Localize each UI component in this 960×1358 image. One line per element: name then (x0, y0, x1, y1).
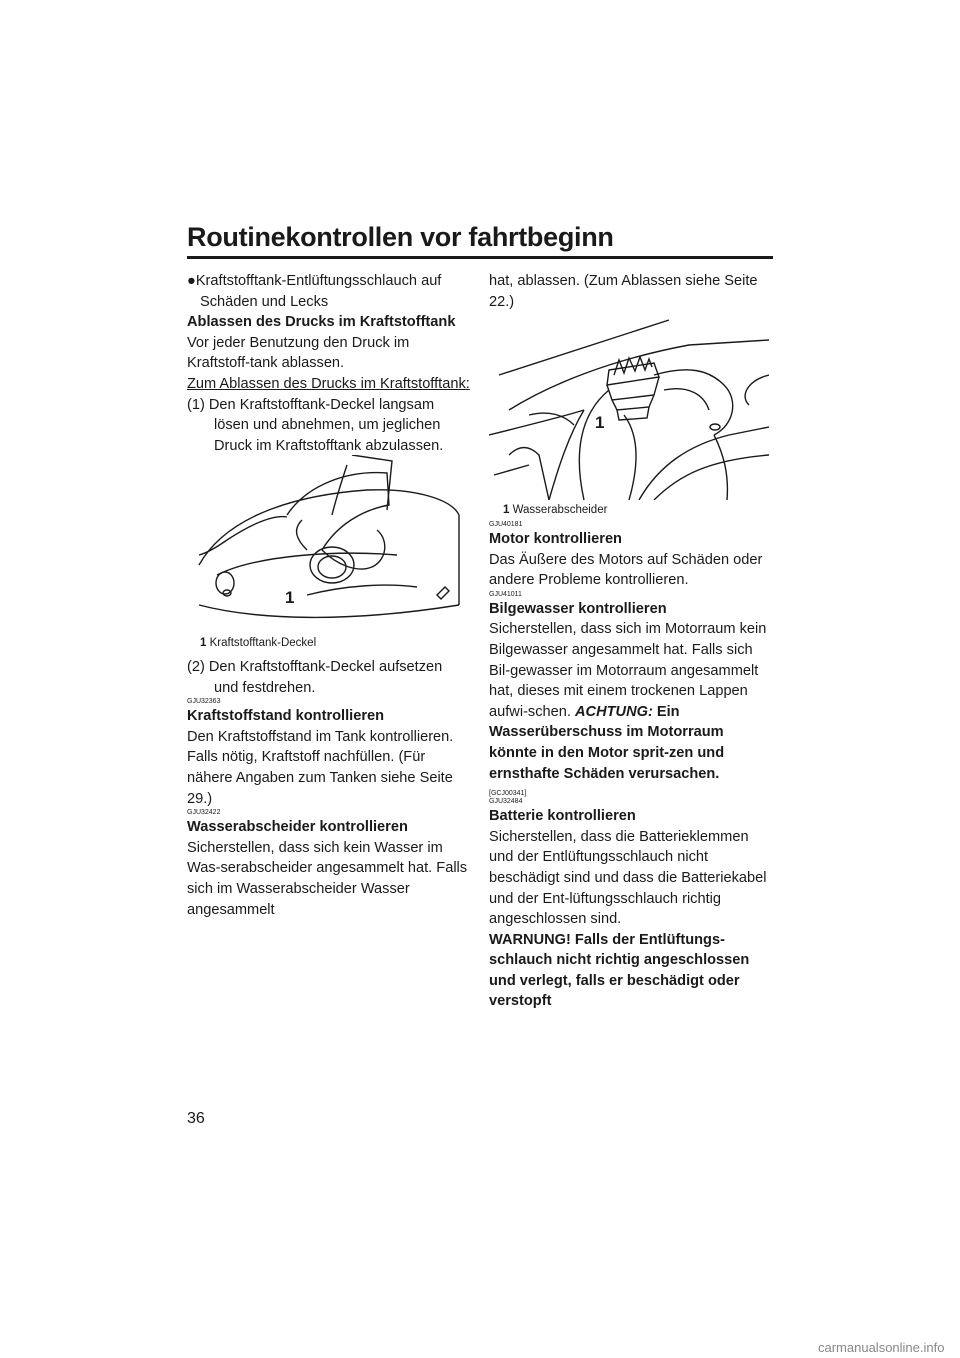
left-column-lower (187, 657, 470, 920)
bullet-icon: ● (187, 273, 196, 289)
figure-callout: 1 (595, 413, 605, 432)
section-code-bilge: GJU41011 (489, 590, 522, 598)
section-body-bilge (489, 619, 774, 784)
section-heading-battery: Batterie kontrollieren (489, 808, 636, 825)
footer-watermark: carmanualsonline.info (818, 1340, 945, 1355)
section-body-pressure: Vor jeder Benutzung den Druck im Kraftstoff-tank ablassen. (187, 334, 410, 372)
section-subheading-pressure: Zum Ablassen des Drucks im Kraftstofftank: (187, 375, 470, 392)
section-heading-water-separator: Wasserabscheider kontrollieren (187, 819, 408, 836)
figure-fuel-tank-cap (197, 455, 462, 630)
section-heading-bilge: Bilgewasser kontrollieren (489, 600, 667, 617)
step-1: (1) Den Kraftstofftank-Deckel langsam lösen und abnehmen, um jeglichen Druck im Kraftstofftank abzulassen. (187, 396, 444, 454)
warning-label: ACHTUNG: (575, 703, 653, 720)
page-title: Routinekontrollen vor fahrtbeginn (187, 222, 614, 252)
continuation-text: hat, ablassen. (Zum Ablassen siehe Seite 22.) (489, 273, 758, 310)
left-column (187, 271, 470, 456)
section-heading-fuel-level: Kraftstoffstand kontrollieren (187, 708, 385, 725)
bullet-item (187, 271, 470, 312)
section-heading-motor: Motor kontrollieren (489, 531, 622, 547)
caption-number: 1 (503, 504, 510, 516)
page-number: 36 (187, 1110, 205, 1127)
title-rule (187, 256, 773, 259)
bilge-body-text: Sicherstellen, dass sich im Motorraum kein Bilgewasser angesammelt hat. Falls sich Bil-gewasser im Motorraum angesammelt hat, dieses mit einem trockenen Lappen aufwi-schen. (489, 621, 767, 720)
bullet-text: Kraftstofftank-Entlüftungsschlauch auf Schäden und Lecks (195, 273, 442, 310)
section-code-water-separator: GJU32422 (187, 809, 221, 817)
section-code-motor: GJU40181 (489, 521, 523, 528)
right-column-lower (489, 521, 774, 1012)
figure-callout: 1 (285, 588, 295, 607)
figure-caption-fuel-cap (200, 636, 316, 650)
section-body-water-separator: Sicherstellen, dass sich kein Wasser im Was-serabscheider angesammelt hat. Falls sich im Wasserabscheider Wasser angesammelt (187, 839, 468, 918)
section-body-fuel-level: Den Kraftstoffstand im Tank kontrollieren. Falls nötig, Kraftstoff nachfüllen. (Für nähere Angaben zum Tanken siehe Seite 29.) (187, 728, 454, 807)
step-2: (2) Den Kraftstofftank-Deckel aufsetzen und festdrehen. (187, 659, 443, 696)
fuel-tank-cap-illustration (197, 455, 462, 630)
figure-water-separator (489, 315, 769, 500)
figure-caption-water-separator (503, 503, 607, 517)
caption-text: Kraftstofftank-Deckel (209, 637, 317, 649)
battery-warning: WARNUNG! Falls der Entlüftungs-schlauch nicht richtig angeschlossen und verlegt, falls er beschädigt oder verstopft (489, 931, 750, 1010)
caption-number: 1 (200, 637, 207, 649)
warning-code: [GCJ00341] (489, 790, 527, 798)
section-heading-pressure: Ablassen des Drucks im Kraftstofftank (187, 314, 456, 331)
warning-text: Ein Wasserüberschuss im Motorraum könnte in den Motor sprit-zen und ernsthafte Schäden verursachen. (489, 703, 725, 782)
water-separator-illustration (489, 315, 769, 500)
section-code-battery: GJU32484 (489, 798, 523, 806)
section-body-motor: Das Äußere des Motors auf Schäden oder andere Probleme kontrollieren. (489, 551, 763, 589)
caption-text: Wasserabscheider (512, 504, 608, 516)
right-column-top (489, 271, 774, 312)
section-code-fuel-level: GJU32363 (187, 698, 221, 706)
section-body-battery: Sicherstellen, dass die Batterieklemmen und der Entlüftungsschlauch nicht beschädigt sind und dass die Batteriekabel und der Ent-lüftungsschlauch richtig angeschlossen sind. (489, 828, 767, 928)
